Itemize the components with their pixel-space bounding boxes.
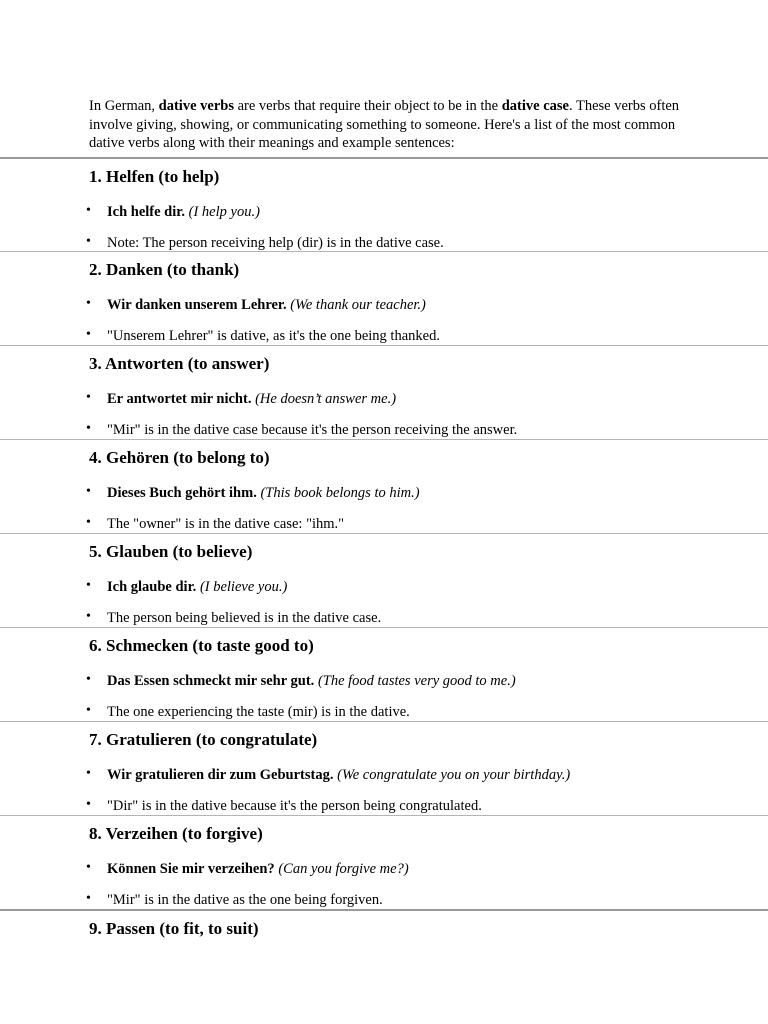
german-example: Wir gratulieren dir zum Geburtstag.	[107, 766, 334, 783]
german-example: Er antwortet mir nicht.	[107, 390, 252, 407]
verb-section-schmecken	[0, 627, 768, 721]
verb-section-danken	[0, 251, 768, 345]
note-text: The "owner" is in the dative case: "ihm."	[107, 515, 345, 532]
english-translation: (This book belongs to him.)	[260, 484, 420, 501]
bullet-icon: •	[86, 890, 91, 906]
section-heading: 8. Verzeihen (to forgive)	[89, 823, 263, 843]
intro-text-3: . These verbs often involve giving, showing, or communicating something to someone. Here's a list of the most common dative verbs along with their meanings and example sentences:	[89, 98, 680, 151]
bullet-icon: •	[86, 702, 91, 718]
note-text: The one experiencing the taste (mir) is in the dative.	[107, 703, 410, 720]
verb-section-antworten	[0, 345, 768, 439]
german-example: Ich helfe dir.	[107, 203, 186, 220]
example-item	[86, 483, 420, 515]
bullet-icon: •	[86, 233, 91, 249]
example-item	[86, 295, 440, 327]
bullet-icon: •	[86, 859, 91, 875]
note-text: "Mir" is in the dative case because it's the person receiving the answer.	[107, 421, 518, 438]
verb-section-gehoeren	[0, 439, 768, 533]
german-example: Können Sie mir verzeihen?	[107, 860, 275, 877]
example-item	[86, 859, 409, 891]
bullet-icon: •	[86, 765, 91, 781]
note-text: "Dir" is in the dative because it's the person being congratulated.	[107, 797, 482, 814]
section-heading: 5. Glauben (to believe)	[89, 541, 253, 561]
section-heading: 6. Schmecken (to taste good to)	[89, 635, 314, 655]
german-example: Dieses Buch gehört ihm.	[107, 484, 257, 501]
note-text: The person being believed is in the dative case.	[107, 609, 382, 626]
bullet-icon: •	[86, 389, 91, 405]
example-item	[86, 577, 381, 609]
english-translation: (He doesn’t answer me.)	[255, 390, 397, 407]
verb-section-glauben	[0, 533, 768, 627]
section-heading: 2. Danken (to thank)	[89, 259, 240, 279]
bullet-icon: •	[86, 577, 91, 593]
section-heading: 7. Gratulieren (to congratulate)	[89, 729, 318, 749]
bullet-icon: •	[86, 326, 91, 342]
section-heading: 4. Gehören (to belong to)	[89, 447, 270, 467]
example-item	[86, 765, 571, 797]
bullet-icon: •	[86, 202, 91, 218]
english-translation: (I believe you.)	[199, 578, 288, 595]
bullet-icon: •	[86, 483, 91, 499]
verb-section-passen	[0, 909, 768, 949]
document-page	[86, 97, 768, 949]
bullet-icon: •	[86, 295, 91, 311]
english-translation: (The food tastes very good to me.)	[317, 672, 516, 689]
german-example: Das Essen schmeckt mir sehr gut.	[107, 672, 315, 689]
section-heading: 1. Helfen (to help)	[89, 166, 220, 186]
section-heading: 3. Antworten (to answer)	[89, 353, 270, 373]
german-example: Ich glaube dir.	[107, 578, 197, 595]
english-translation: (We thank our teacher.)	[290, 296, 426, 313]
english-translation: (Can you forgive me?)	[278, 860, 409, 877]
example-item	[86, 671, 516, 703]
bullet-icon: •	[86, 420, 91, 436]
example-item	[86, 389, 517, 421]
english-translation: (We congratulate you on your birthday.)	[337, 766, 571, 783]
verb-section-helfen	[0, 157, 768, 251]
intro-paragraph	[89, 97, 768, 153]
german-example: Wir danken unserem Lehrer.	[107, 296, 287, 313]
note-text: "Mir" is in the dative as the one being forgiven.	[107, 891, 383, 908]
intro-text-1: In German,	[89, 98, 159, 114]
note-text: Note: The person receiving help (dir) is in the dative case.	[107, 234, 444, 251]
verb-section-gratulieren	[0, 721, 768, 815]
section-heading: 9. Passen (to fit, to suit)	[89, 918, 259, 938]
bullet-icon: •	[86, 796, 91, 812]
bullet-icon: •	[86, 608, 91, 624]
bullet-icon: •	[86, 514, 91, 530]
english-translation: (I help you.)	[188, 203, 260, 220]
example-item	[86, 202, 444, 234]
verb-section-verzeihen	[0, 815, 768, 909]
intro-term-dative-case: dative case	[501, 98, 569, 114]
intro-text-2: are verbs that require their object to be in the	[233, 98, 502, 114]
bullet-icon: •	[86, 671, 91, 687]
note-text: "Unserem Lehrer" is dative, as it's the one being thanked.	[107, 327, 440, 344]
intro-term-dative-verbs: dative verbs	[158, 98, 234, 114]
